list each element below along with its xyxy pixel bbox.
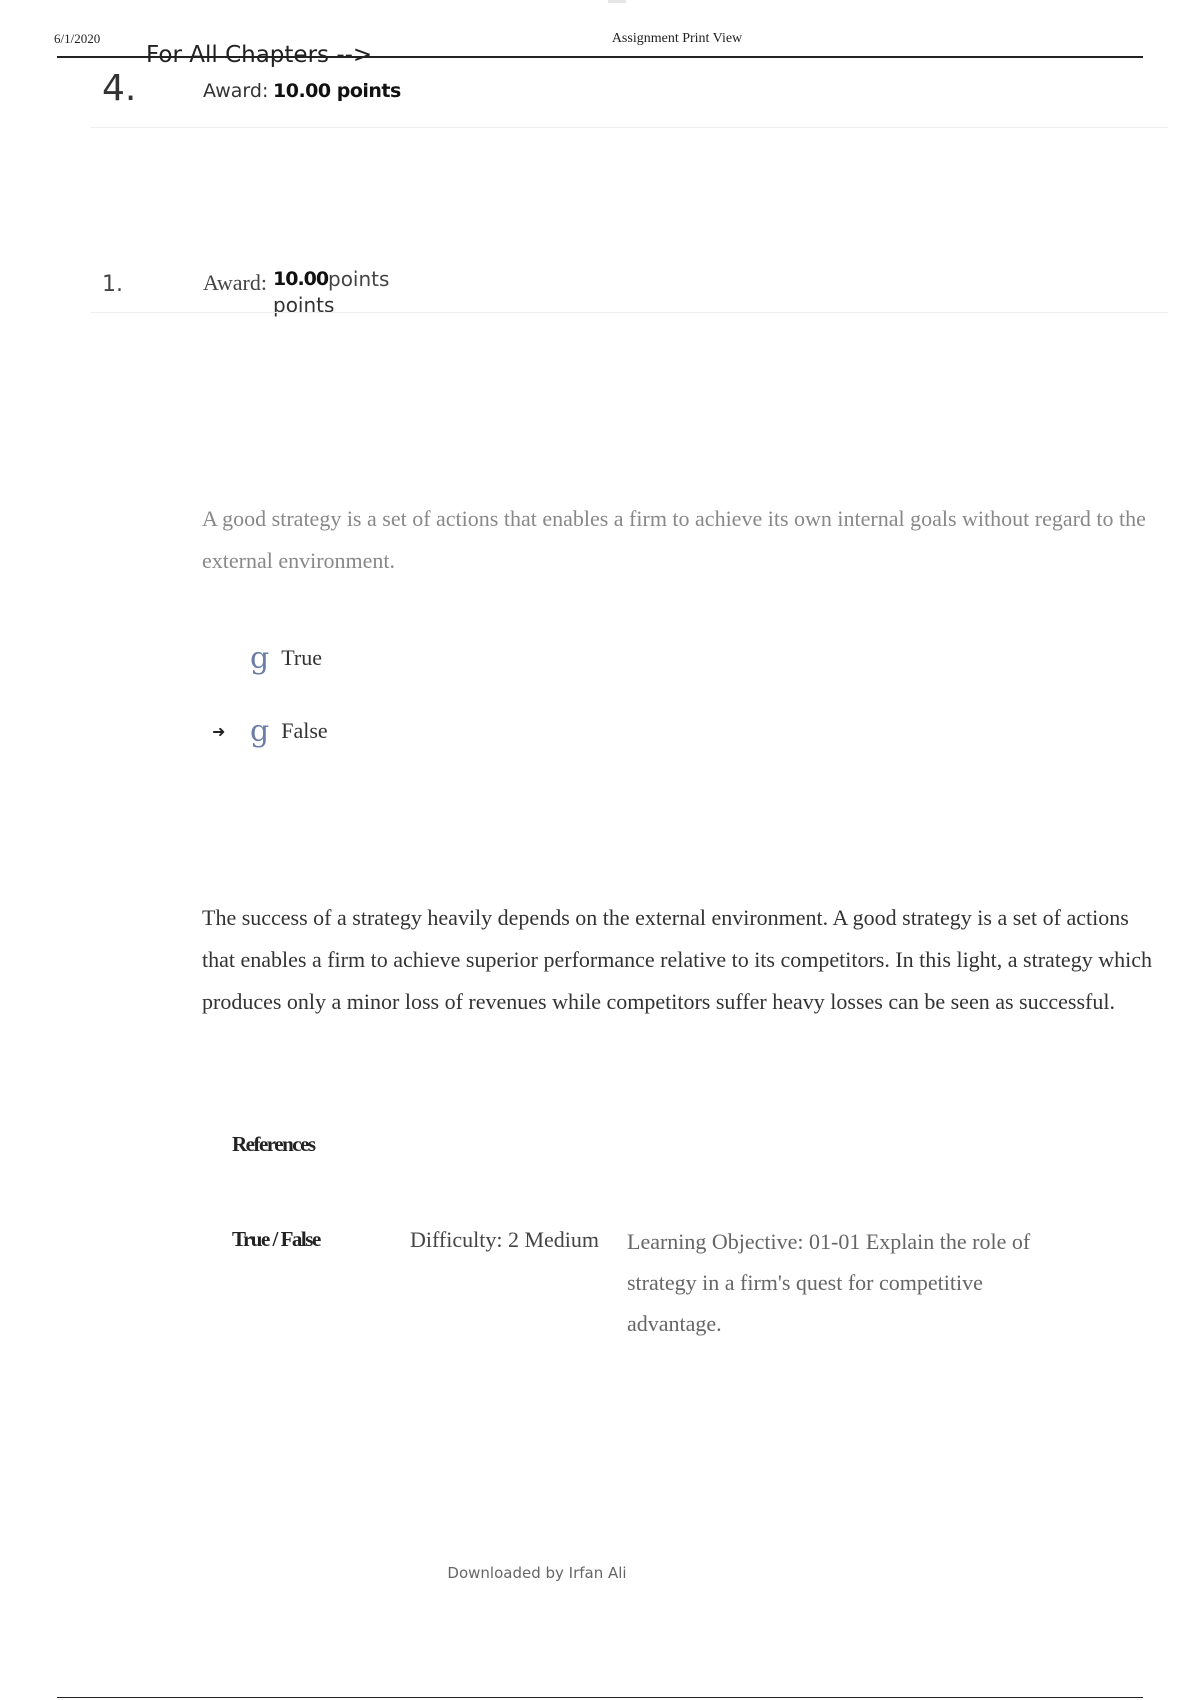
award-label: Award: — [203, 270, 267, 295]
award-value-top: 10.00 points — [273, 80, 401, 102]
award-unit-repeat: points — [273, 293, 335, 317]
chapters-label: For All Chapters --> — [146, 42, 373, 68]
section-divider — [90, 312, 1168, 313]
option-label: False — [281, 718, 328, 743]
option-label: True — [281, 645, 322, 670]
difficulty: Difficulty: 2 Medium — [410, 1227, 600, 1252]
references-heading: References — [232, 1132, 315, 1156]
print-title: Assignment Print View — [611, 31, 743, 46]
option-true[interactable] — [250, 641, 322, 676]
selected-answer-arrow-icon: ➜ — [212, 722, 226, 741]
question-number: 1. — [102, 272, 123, 297]
question-text: A good strategy is a set of actions that enables a firm to achieve its own internal goals without regard to the external environment. — [202, 506, 1146, 573]
question-type: True / False — [232, 1227, 320, 1251]
learning-objective: Learning Objective: 01-01 Explain the role of strategy in a firm's quest for competitive advantage. — [627, 1229, 1031, 1336]
answer-explanation: The success of a strategy heavily depends on the external environment. A good strategy is a set of actions that enables a firm to achieve superior performance relative to its competitors. In this light, a strategy which produces only a minor loss of revenues while competitors suffer heavy losses can be seen as successful. — [202, 905, 1152, 1014]
option-false[interactable] — [250, 714, 328, 749]
radio-button-icon[interactable]: g — [250, 641, 270, 676]
award-value: 10.00 — [273, 268, 329, 290]
radio-button-icon[interactable]: g — [250, 714, 270, 749]
footer-divider — [57, 1697, 1143, 1698]
page-top-marker — [608, 0, 626, 3]
question-number-top: 4. — [102, 68, 137, 109]
download-footer: Downloaded by Irfan Ali — [447, 1564, 627, 1582]
award-unit: points — [328, 267, 390, 291]
print-date: 6/1/2020 — [54, 31, 101, 46]
award-label-top: Award: — [203, 80, 269, 102]
section-divider — [90, 127, 1168, 128]
